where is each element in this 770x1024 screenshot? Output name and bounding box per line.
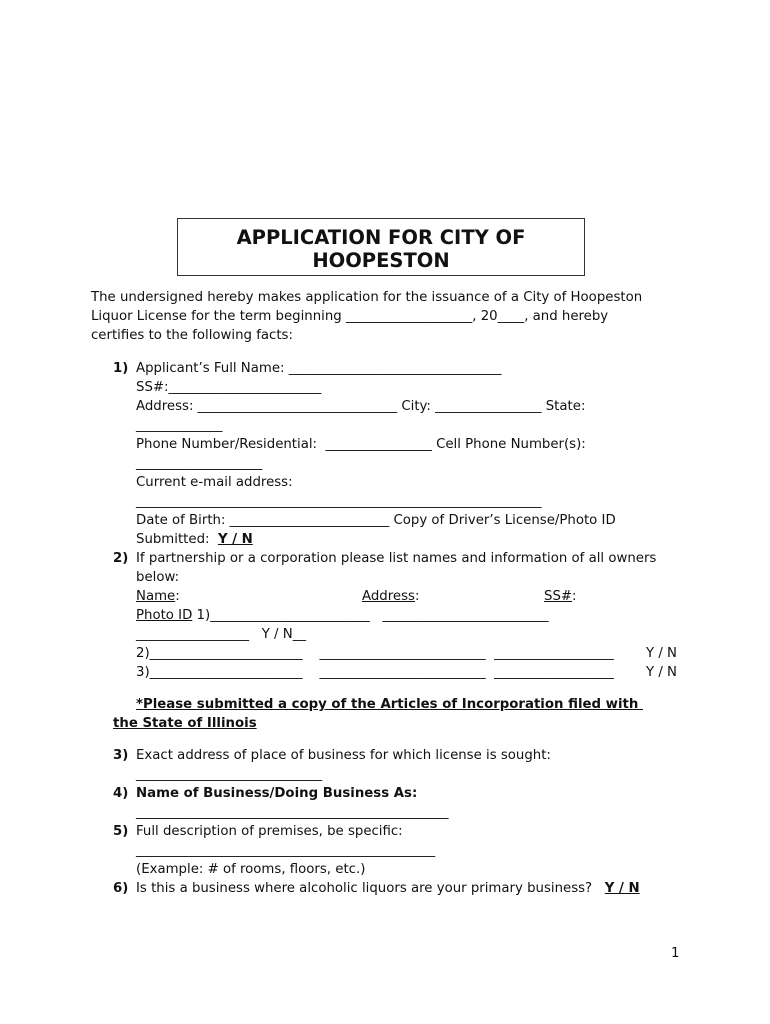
q6-number: 6)	[113, 881, 129, 896]
q6-question: Is this a business where alcoholic liquors are your primary business?	[136, 881, 605, 896]
owner-row-3-yes-no[interactable]: Y / N	[646, 665, 678, 680]
q2-instruction-line-2: below:	[136, 570, 180, 585]
owner-row-1-fields[interactable]: 1)________________________ _________________________	[192, 608, 549, 623]
q3-question: Exact address of place of business for which license is sought:	[136, 748, 551, 763]
q4-number: 4)	[113, 786, 129, 801]
q1-email-field[interactable]: _____________________________________________________________	[136, 494, 542, 509]
q5-premises-field[interactable]: _____________________________________________	[136, 843, 436, 858]
q1-cell-phone-field[interactable]: ___________________	[136, 456, 263, 471]
owners-col-address	[362, 589, 419, 604]
owners-col-name	[136, 589, 180, 604]
intro-line-3: certifies to the following facts:	[91, 328, 293, 343]
owners-col-ss-colon: :	[572, 589, 577, 604]
q3-number: 3)	[113, 748, 129, 763]
q1-number: 1)	[113, 361, 129, 376]
owners-col-ss-label: SS#	[544, 589, 573, 604]
owners-col-ss	[544, 589, 577, 604]
q4-question: Name of Business/Doing Business As:	[136, 786, 418, 801]
q6-yes-no[interactable]: Y / N	[604, 881, 640, 896]
q1-phone-field[interactable]: Phone Number/Residential: ________________ Cell Phone Number(s):	[136, 437, 586, 452]
title-box	[177, 218, 585, 276]
intro-line-2: Liquor License for the term beginning ___________________, 20____, and hereby	[91, 309, 609, 324]
articles-notice-line-2: the State of Illinois	[113, 716, 257, 731]
owner-row-2-yes-no[interactable]: Y / N	[646, 646, 678, 661]
q4-business-name-field[interactable]: _______________________________________________	[136, 805, 449, 820]
title-line-1: APPLICATION FOR CITY OF	[236, 226, 526, 249]
q1-license-yes-no[interactable]: Y / N	[217, 532, 253, 547]
q1-dob-field[interactable]: Date of Birth: ________________________ Copy of Driver’s License/Photo ID	[136, 513, 616, 528]
owners-col-name-label: Name	[136, 589, 176, 604]
owner-row-2[interactable]: 2)_______________________ _________________________ __________________	[136, 646, 614, 661]
q2-number: 2)	[113, 551, 129, 566]
owners-col-address-colon: :	[414, 589, 420, 604]
owners-col-name-colon: :	[175, 589, 180, 604]
intro-line-1: The undersigned hereby makes application for the issuance of a City of Hoopeston	[91, 290, 643, 305]
q6-line	[136, 881, 640, 896]
q5-example-hint: (Example: # of rooms, floors, etc.)	[136, 862, 366, 877]
q1-full-name-field[interactable]: Applicant’s Full Name: ________________________________	[136, 361, 502, 376]
articles-notice-line-1: *Please submitted a copy of the Articles of Incorporation filed with	[136, 697, 643, 712]
title-line-2: HOOPESTON	[312, 249, 450, 272]
q5-number: 5)	[113, 824, 129, 839]
q1-address-field[interactable]: Address: ______________________________ City: ________________ State:	[136, 399, 586, 414]
owner-row-3[interactable]: 3)_______________________ _________________________ __________________	[136, 665, 614, 680]
owners-col-address-label: Address	[362, 589, 415, 604]
q1-submitted-line	[136, 532, 253, 547]
q3-business-address-field[interactable]: ____________________________	[136, 767, 323, 782]
q5-question: Full description of premises, be specific:	[136, 824, 403, 839]
owner-row-1[interactable]	[136, 608, 549, 623]
q1-email-label: Current e-mail address:	[136, 475, 293, 490]
q1-submitted-label: Submitted:	[136, 532, 218, 547]
page-number: 1	[671, 946, 680, 961]
q1-state-field[interactable]: _____________	[136, 418, 223, 433]
q2-instruction-line-1: If partnership or a corporation please list names and information of all owners	[136, 551, 657, 566]
q1-ssn-field[interactable]: SS#:_______________________	[136, 380, 322, 395]
owners-photo-id-label: Photo ID	[136, 608, 193, 623]
owner-row-1-continued[interactable]: _________________ Y / N__	[136, 627, 307, 642]
